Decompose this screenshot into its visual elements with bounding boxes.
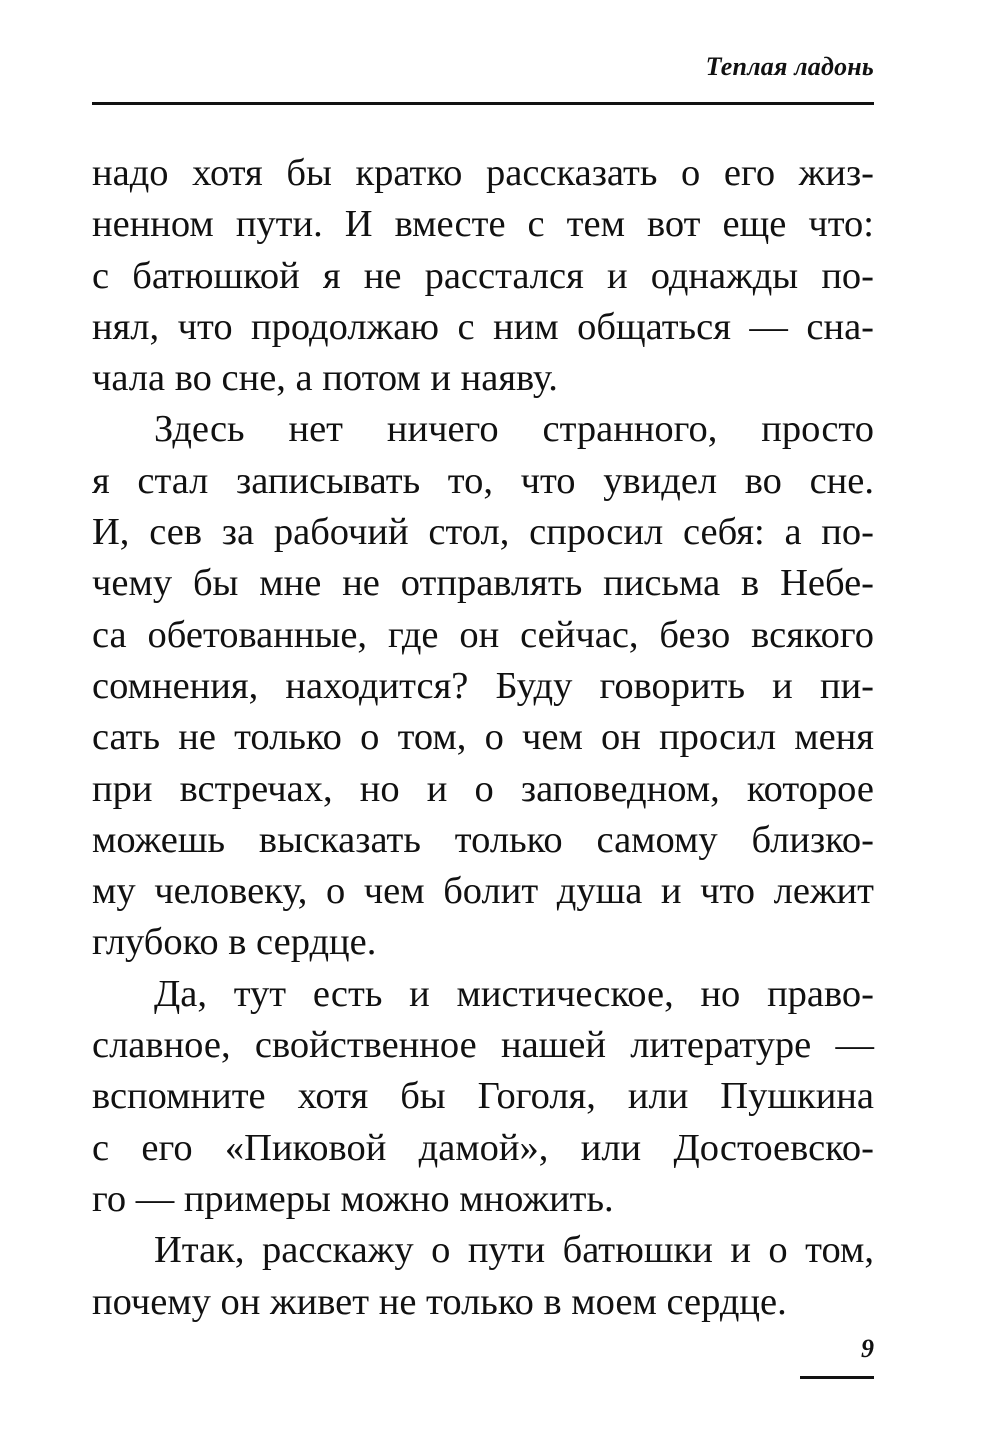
text-line: Да, тут есть и мистическое, но право- <box>154 972 874 1015</box>
text-line: сомнения, находится? Буду говорить и пи- <box>92 664 874 707</box>
body-text <box>92 148 874 1328</box>
text-line: са обетованные, где он сейчас, безо всякого <box>92 613 874 656</box>
text-line: при встречах, но и о заповедном, которое <box>92 767 874 810</box>
text-line: му человеку, о чем болит душа и что лежит <box>92 870 874 913</box>
text-line: И, сев за рабочий стол, спросил себя: а по- <box>92 511 874 554</box>
text-line: с батюшкой я не расстался и однажды по- <box>92 254 874 297</box>
text-line: глубоко в сердце. <box>92 921 377 964</box>
text-line: сать не только о том, о чем он просил меня <box>92 716 874 759</box>
text-line: Здесь нет ничего странного, просто <box>154 408 874 451</box>
text-line: вспомните хотя бы Гоголя, или Пушкина <box>92 1075 874 1118</box>
text-line: почему он живет не только в моем сердце. <box>92 1280 787 1323</box>
header-rule <box>92 102 874 105</box>
text-line: чему бы мне не отправлять письма в Небе- <box>92 562 874 605</box>
text-line: нял, что продолжаю с ним общаться — сна- <box>92 305 874 348</box>
text-line: я стал записывать то, что увидел во сне. <box>92 459 874 502</box>
text-line: с его «Пиковой дамой», или Достоевско- <box>92 1126 874 1169</box>
text-line: ненном пути. И вместе с тем вот еще что: <box>92 203 874 246</box>
text-line: можешь высказать только самому близко- <box>92 818 874 861</box>
footer-rule <box>800 1376 874 1379</box>
text-line: го — примеры можно множить. <box>92 1177 614 1220</box>
text-line: чала во сне, а потом и наяву. <box>92 357 558 400</box>
text-line: надо хотя бы кратко рассказать о его жиз- <box>92 152 874 194</box>
text-line: Итак, расскажу о пути батюшки и о том, <box>154 1229 874 1272</box>
page-number: 9 <box>861 1334 874 1363</box>
running-title: Теплая ладонь <box>705 52 874 81</box>
text-line: славное, свойственное нашей литературе — <box>92 1024 874 1067</box>
